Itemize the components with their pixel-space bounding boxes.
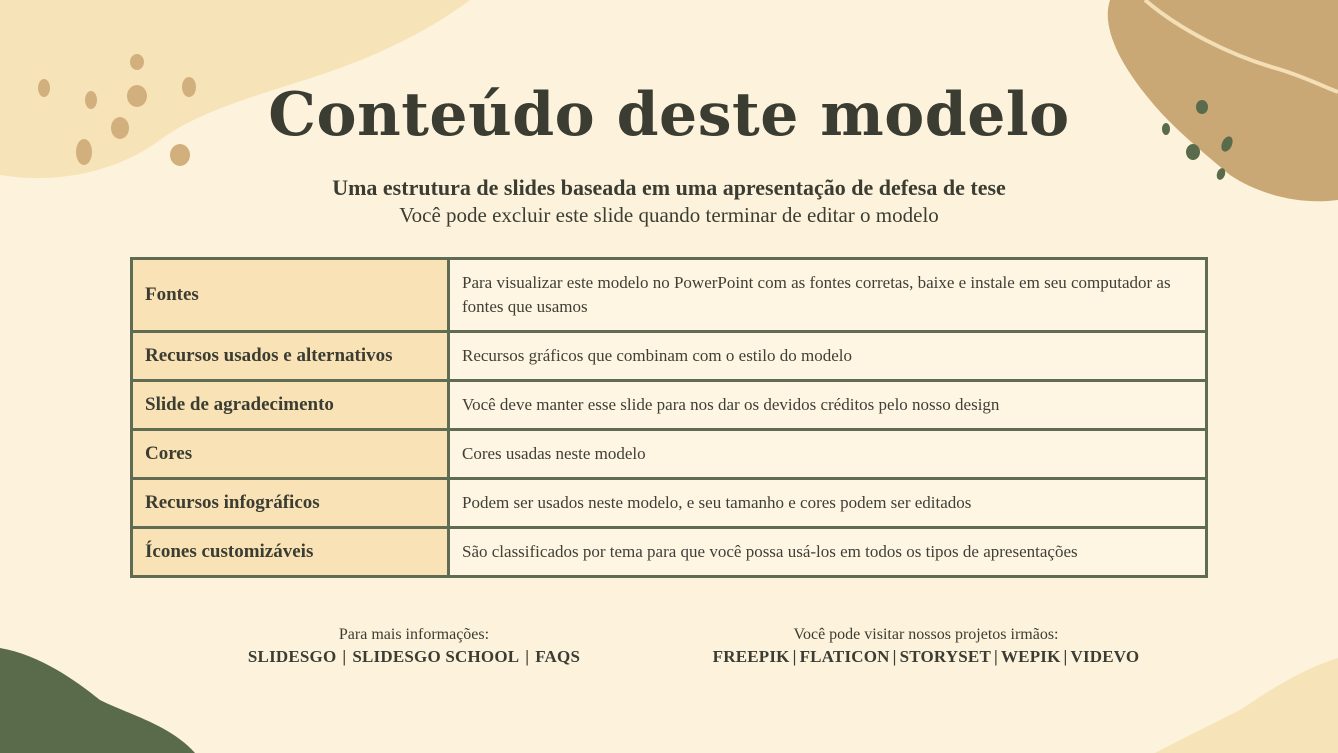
footer-left-links [214, 644, 614, 670]
link-slidesgo[interactable]: SLIDESGO [247, 647, 337, 666]
link-storyset[interactable]: STORYSET [899, 647, 991, 666]
link-separator: | [792, 647, 797, 666]
table-cell-value: Recursos gráficos que combinam com o estilo do modelo [449, 332, 1207, 381]
link-separator: | [525, 647, 530, 666]
link-wepik[interactable]: WEPIK [1000, 647, 1061, 666]
table-cell-value: Podem ser usados neste modelo, e seu tamanho e cores podem ser editados [449, 479, 1207, 528]
link-separator: | [342, 647, 347, 666]
link-faqs[interactable]: FAQS [535, 647, 581, 666]
table-cell-value: Você deve manter esse slide para nos dar os devidos créditos pelo nosso design [449, 381, 1207, 430]
footer-left-label: Para mais informações: [338, 626, 490, 643]
blob-bottom-left [0, 648, 195, 753]
footer-right [676, 626, 1176, 670]
link-videvo[interactable]: VIDEVO [1070, 647, 1140, 666]
table-row [132, 430, 1207, 479]
table-row [132, 259, 1207, 332]
table-cell-key: Ícones customizáveis [132, 528, 449, 577]
table-cell-key: Recursos infográficos [132, 479, 449, 528]
link-separator: | [994, 647, 998, 666]
footer-right-label: Você pode visitar nossos projetos irmãos: [793, 626, 1059, 643]
footer-right-links [676, 644, 1176, 670]
link-separator: | [892, 647, 897, 666]
subtitle-note: Você pode excluir este slide quando terminar de editar o modelo [399, 203, 939, 227]
page-title: Conteúdo deste modelo [268, 80, 1070, 150]
table-row [132, 528, 1207, 577]
link-slidesgo-school[interactable]: SLIDESGO SCHOOL [352, 647, 520, 666]
table-cell-key: Recursos usados e alternativos [132, 332, 449, 381]
table-cell-key: Slide de agradecimento [132, 381, 449, 430]
link-freepik[interactable]: FREEPIK [712, 647, 790, 666]
table-cell-key: Fontes [132, 259, 449, 332]
table-row [132, 332, 1207, 381]
table-cell-value: São classificados por tema para que você possa usá-los em todos os tipos de apresentações [449, 528, 1207, 577]
table-row [132, 479, 1207, 528]
table-cell-value: Para visualizar este modelo no PowerPoint com as fontes corretas, baixe e instale em seu computador as fontes que usamos [449, 259, 1207, 332]
footer-left [214, 626, 614, 670]
blob-bottom-right [1155, 658, 1338, 753]
content-table [130, 257, 1208, 578]
table-cell-value: Cores usadas neste modelo [449, 430, 1207, 479]
link-flaticon[interactable]: FLATICON [799, 647, 890, 666]
table-cell-key: Cores [132, 430, 449, 479]
table-row [132, 381, 1207, 430]
subtitle: Uma estrutura de slides baseada em uma apresentação de defesa de tese [332, 175, 1006, 200]
link-separator: | [1063, 647, 1068, 666]
